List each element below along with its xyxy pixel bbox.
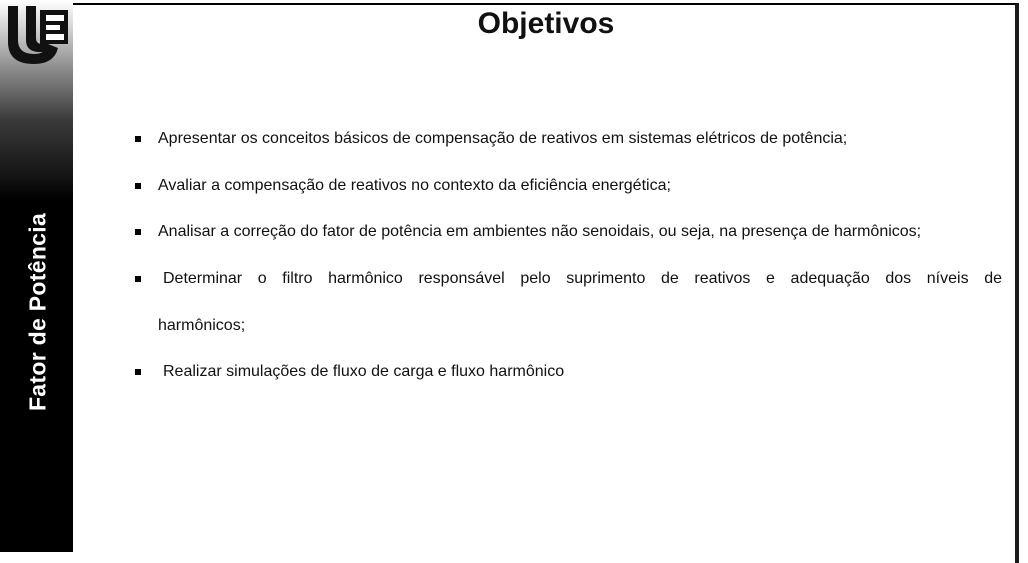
list-item-text: Realizar simulações de fluxo de carga e fluxo harmônico — [163, 363, 565, 380]
list-item-text-line2: harmônicos; — [158, 317, 246, 334]
list-item — [134, 268, 1002, 337]
list-item — [134, 361, 1002, 383]
bullet-square-icon — [135, 276, 141, 282]
sidebar — [0, 0, 73, 552]
list-item — [134, 221, 1002, 243]
list-item — [134, 175, 1002, 197]
bullet-square-icon — [135, 136, 141, 142]
slide-title: Objetivos — [477, 7, 615, 40]
university-logo — [2, 2, 70, 68]
bullet-square-icon — [135, 183, 141, 189]
objectives-list — [134, 124, 1002, 383]
list-item — [134, 128, 1002, 150]
section-title-vertical: Fator de Potência — [24, 212, 51, 412]
list-item-text: Avaliar a compensação de reativos no contexto da eficiência energética; — [158, 177, 671, 194]
list-item-text-line1: Determinar o filtro harmônico responsável pelo suprimento de reativos e adequação dos níveis de — [163, 270, 1002, 287]
list-item-text: Apresentar os conceitos básicos de compensação de reativos em sistemas elétricos de potência; — [158, 130, 848, 147]
list-item-text: Analisar a correção do fator de potência em ambientes não senoidais, ou seja, na presença de harmônicos; — [158, 223, 922, 240]
bullet-square-icon — [135, 369, 141, 375]
bullet-square-icon — [135, 229, 141, 235]
